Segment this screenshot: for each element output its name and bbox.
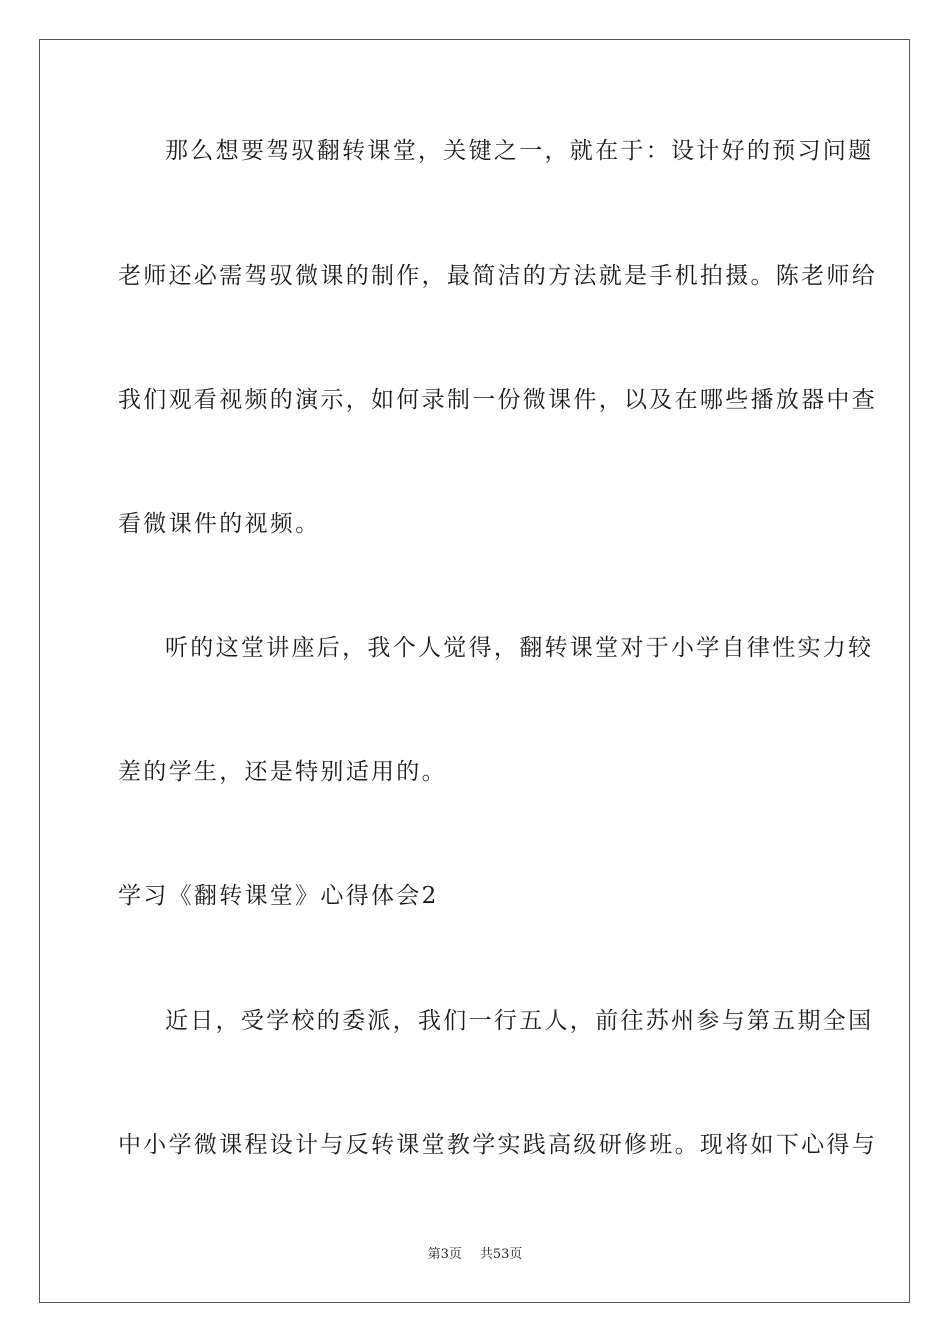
page-number: 第3页	[427, 1247, 462, 1262]
paragraph-line: 差的学生，还是特别适用的。	[118, 759, 447, 785]
section-heading: 学习《翻转课堂》心得体会2	[118, 883, 439, 909]
paragraph-line: 那么想要驾驭翻转课堂，关键之一，就在于：设计好的预习问题	[165, 138, 874, 164]
page-border	[39, 39, 910, 1303]
paragraph-line: 中小学微课程设计与反转课堂教学实践高级研修班。现将如下心得与	[118, 1132, 877, 1158]
page-total: 共53页	[479, 1247, 523, 1262]
paragraph-line: 近日，受学校的委派，我们一行五人，前往苏州参与第五期全国	[165, 1008, 874, 1034]
paragraph-line: 老师还必需驾驭微课的制作，最简洁的方法就是手机拍摄。陈老师给	[118, 263, 877, 289]
paragraph-line: 看微课件的视频。	[118, 511, 321, 537]
paragraph-line: 听的这堂讲座后，我个人觉得，翻转课堂对于小学自律性实力较	[165, 635, 874, 661]
paragraph-line: 我们观看视频的演示，如何录制一份微课件，以及在哪些播放器中查	[118, 387, 877, 413]
page-footer	[0, 1246, 950, 1264]
